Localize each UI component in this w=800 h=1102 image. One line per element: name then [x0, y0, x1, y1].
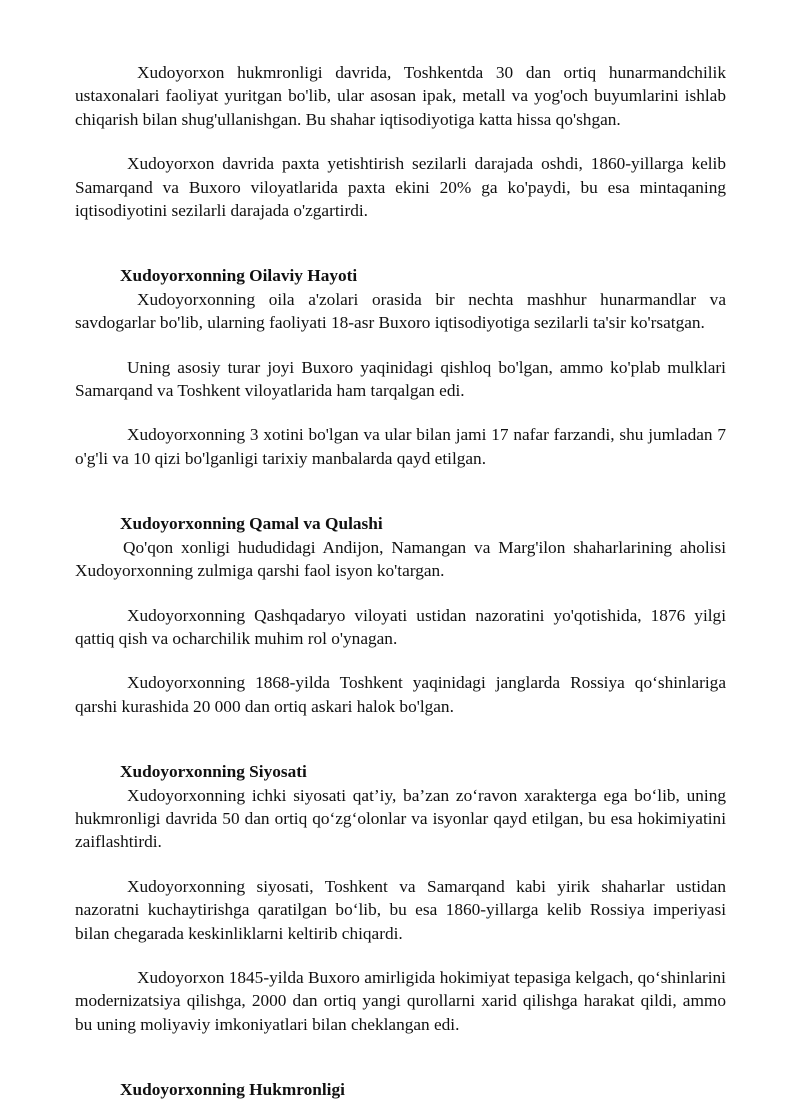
document-page: [75, 61, 726, 1102]
section-heading-reign: Xudoyorxonning Hukmronligi: [120, 1080, 345, 1100]
paragraph-tashkent-battles: Xudoyorxonning 1868-yilda Toshkent yaqinidagi janglarda Rossiya qo‘shinlariga qarshi kurashida 20 000 dan ortiq askari halok bo'lgan.: [75, 673, 726, 716]
paragraph-army-modernization: Xudoyorxon 1845-yilda Buxoro amirligida hokimiyat tepasiga kelgach, qo‘shinlarini modernizatsiya qilishga, 2000 dan ortiq yangi qurollarni xarid qilishga harakat qildi, ammo bu uning moliyaviy imkoniyatlari bilan cheklangan edi.: [75, 967, 726, 1034]
section-heading-family-life: Xudoyorxonning Oilaviy Hayoti: [120, 266, 358, 286]
paragraph-cotton-growth: Xudoyorxon davrida paxta yetishtirish sezilarli darajada oshdi, 1860-yillarga kelib Samarqand va Buxoro viloyatlarida paxta ekini 20% ga ko'paydi, bu esa mintaqaning iqtisodiyotini sezilarli darajada o'zgartirdi.: [75, 154, 726, 221]
paragraph-residence: Uning asosiy turar joyi Buxoro yaqinidagi qishloq bo'lgan, ammo ko'plab mulklari Samarqand va Toshkent viloyatlarida ham tarqalgan edi.: [75, 357, 726, 401]
paragraph-kashkadarya-control: Xudoyorxonning Qashqadaryo viloyati ustidan nazoratini yo'qotishida, 1876 yilgi qattiq qish va ocharchilik muhim rol o'ynagan.: [75, 605, 726, 648]
paragraph-family-members: Xudoyorxonning oila a'zolari orasida bir nechta mashhur hunarmandlar va savdogarlar bo'lib, ularning faoliyati 18-asr Buxoro iqtisodiyotiga sezilarli ta'sir ko'rsatgan.: [75, 289, 726, 333]
paragraph-kokand-uprising: Qo'qon xonligi hududidagi Andijon, Namangan va Marg'ilon shaharlarining aholisi Xudoyorxonning zulmiga qarshi faol isyon ko'targan.: [75, 537, 726, 581]
paragraph-wives-children: Xudoyorxonning 3 xotini bo'lgan va ular bilan jami 17 nafar farzandi, shu jumladan 7 o'g'li va 10 qizi bo'lganligi tarixiy manbalarda qayd etilgan.: [75, 425, 726, 468]
paragraph-city-control: Xudoyorxonning siyosati, Toshkent va Samarqand kabi yirik shaharlar ustidan nazoratni kuchaytirishga qaratilgan bo‘lib, bu esa 1860-yillarga kelib Rossiya imperiyasi bilan chegarada keskinliklarni keltirib chiqardi.: [75, 876, 726, 943]
paragraph-craft-workshops: Xudoyorxon hukmronligi davrida, Toshkentda 30 dan ortiq hunarmandchilik ustaxonalari faoliyat yuritgan bo'lib, ular asosan ipak, metall va yog'och buyumlarini ishlab chiqarish bilan shug'ullanishgan. Bu shahar iqtisodiyotiga katta hissa qo'shgan.: [75, 63, 726, 129]
paragraph-internal-policy: Xudoyorxonning ichki siyosati qat’iy, ba’zan zo‘ravon xarakterga ega bo‘lib, uning hukmronligi davrida 50 dan ortiq qo‘zg‘olonlar va isyonlar qayd etilgan, bu esa hokimiyatini zaiflashtirdi.: [75, 785, 726, 852]
section-heading-siege-fall: Xudoyorxonning Qamal va Qulashi: [120, 514, 383, 534]
section-heading-politics: Xudoyorxonning Siyosati: [120, 762, 307, 782]
